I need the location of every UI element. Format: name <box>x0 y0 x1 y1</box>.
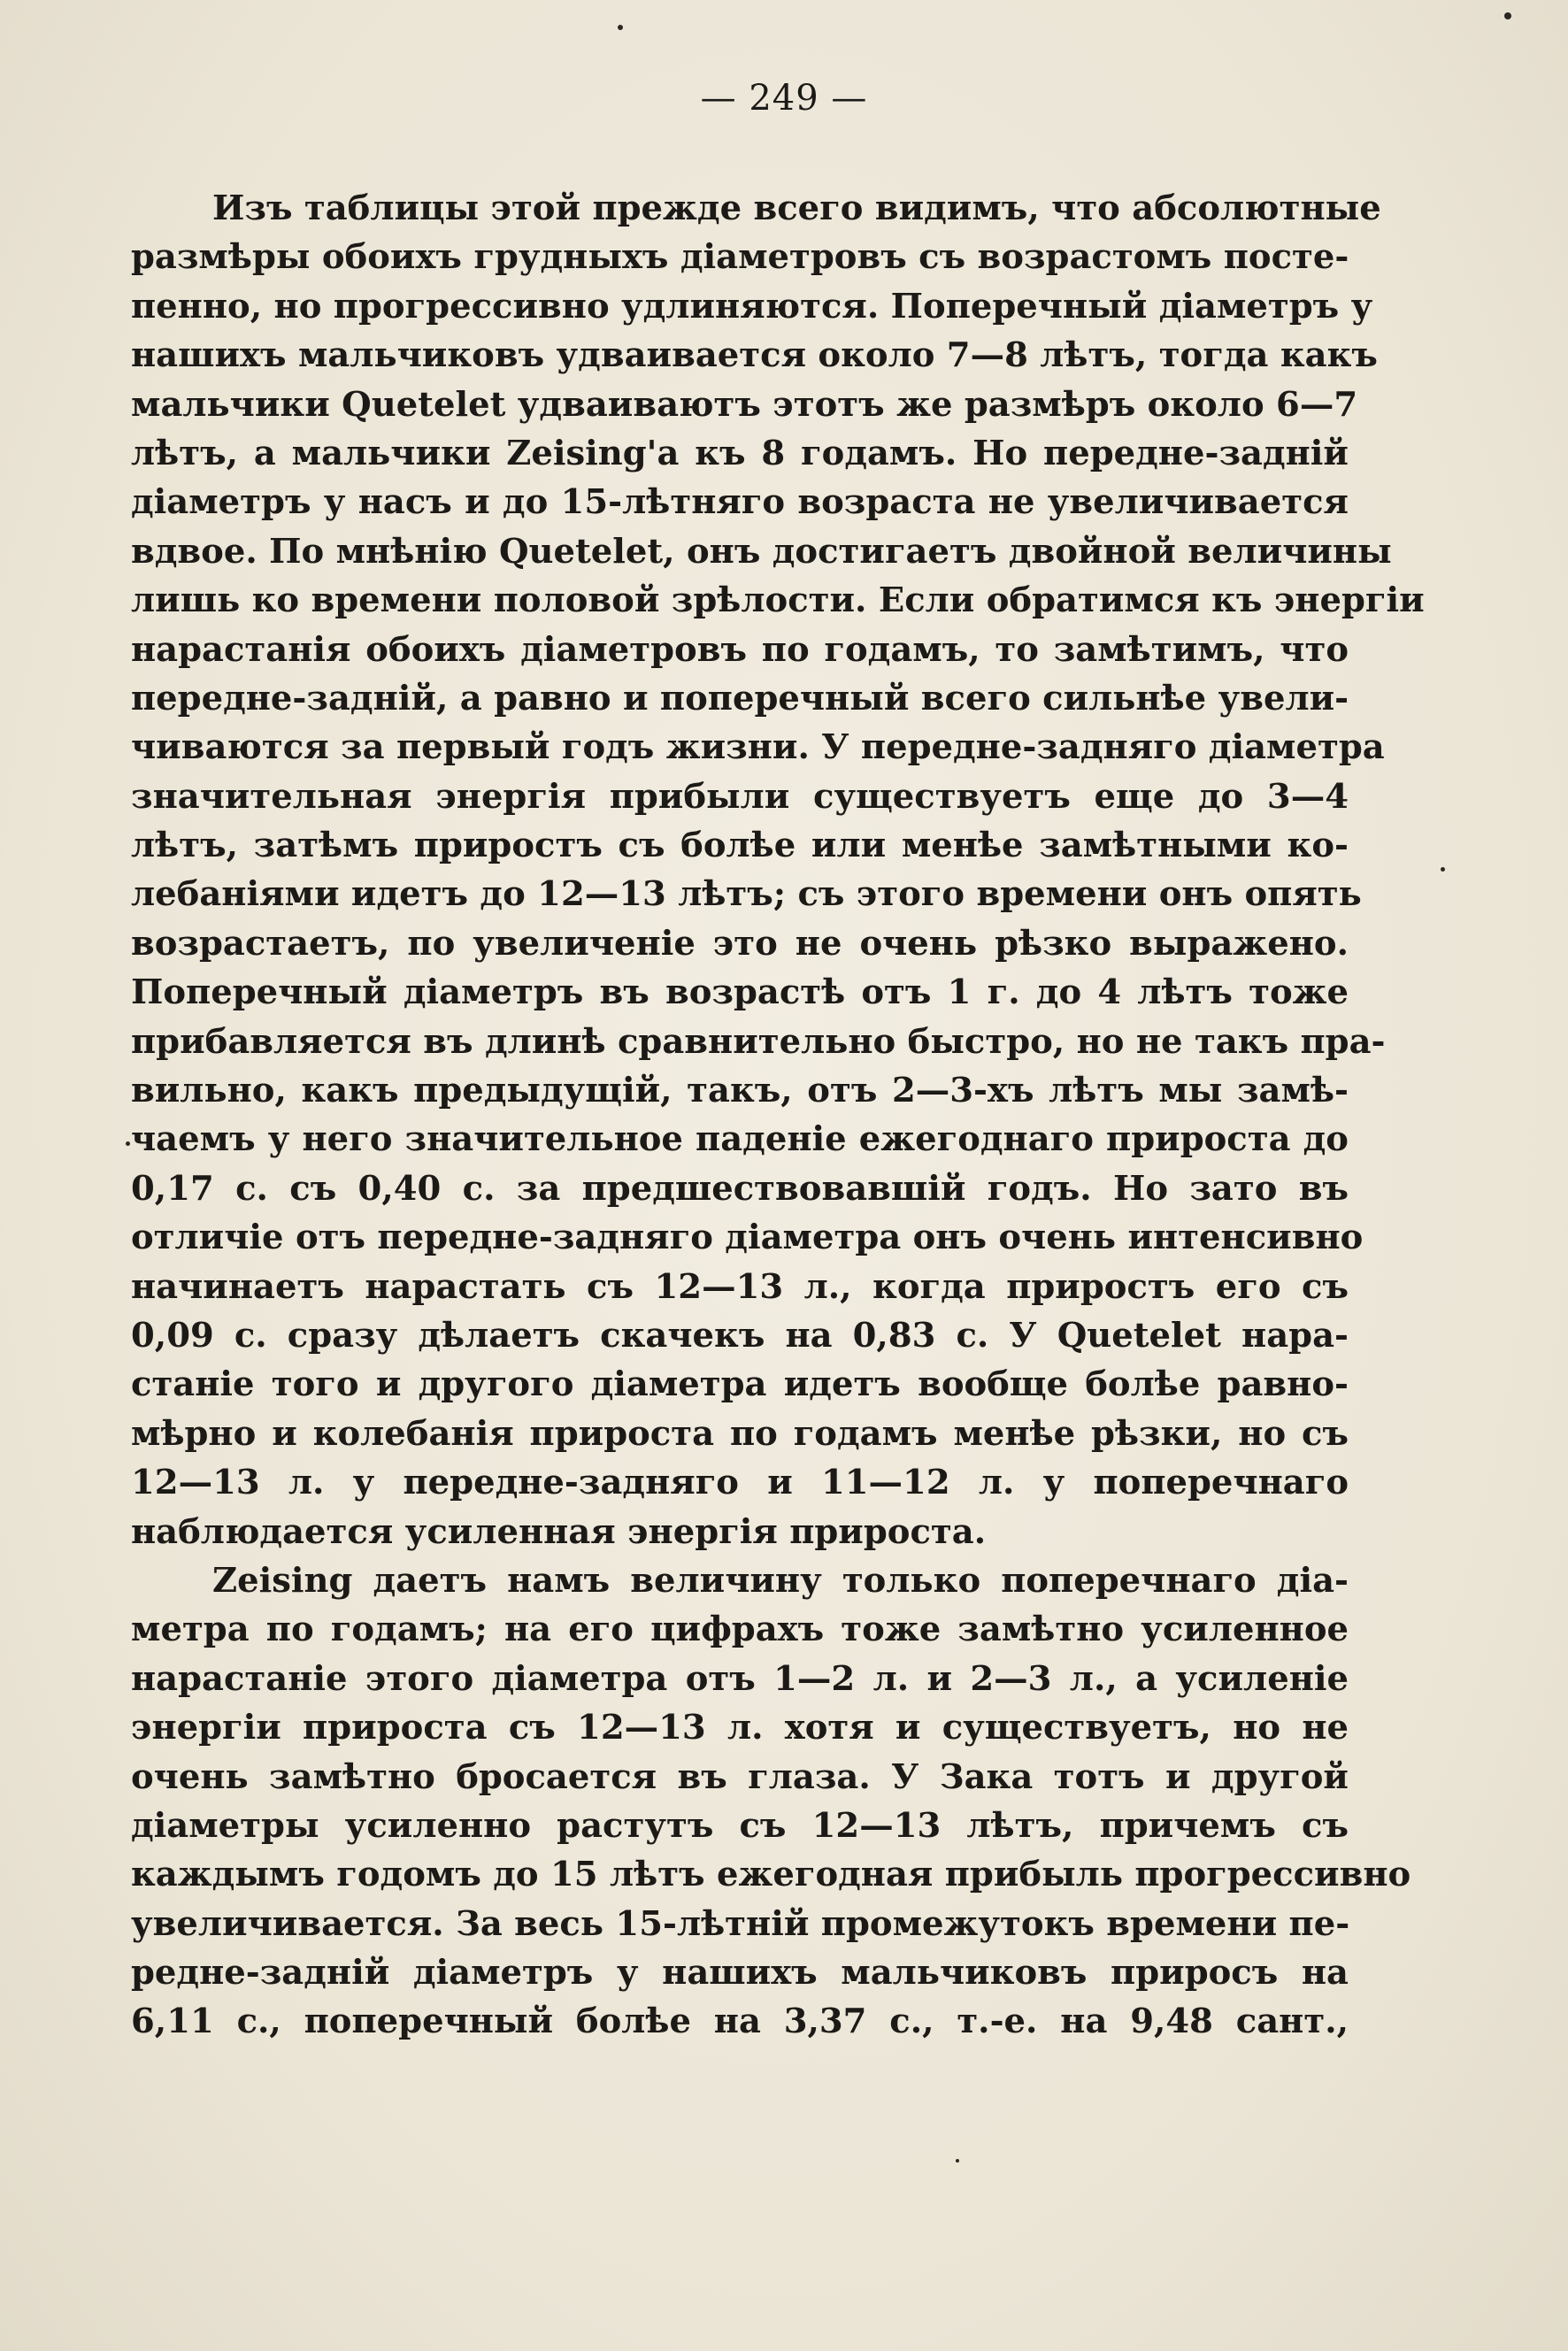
text-line: редне-задній діаметръ у нашихъ мальчиковъ приросъ на <box>131 1953 1349 1994</box>
page-number: — 249 — <box>700 78 868 119</box>
text-line: увеличивается. За весь 15-лѣтній промежутокъ времени пе- <box>131 1903 1350 1944</box>
text-line: лебаніями идетъ до 12—13 лѣтъ; съ этого времени онъ опять <box>131 874 1362 915</box>
print-speck <box>956 2159 959 2163</box>
text-line: очень замѣтно бросается въ глаза. У Зака тотъ и другой <box>131 1756 1349 1797</box>
text-line: прибавляется въ длинѣ сравнительно быстро, но не такъ пра- <box>131 1021 1386 1062</box>
text-line: мальчики Quetelet удваиваютъ этотъ же размѣръ около 6—7 <box>131 384 1358 425</box>
text-line: нарастанія обоихъ діаметровъ по годамъ, то замѣтимъ, что <box>131 629 1349 670</box>
text-line: каждымъ годомъ до 15 лѣтъ ежегодная прибыль прогрессивно <box>131 1855 1411 1895</box>
print-speck <box>1441 867 1445 872</box>
text-line: Zeising даетъ намъ величину только поперечнаго діа- <box>212 1560 1349 1601</box>
text-line: Изъ таблицы этой прежде всего видимъ, что абсолютные <box>212 188 1381 228</box>
text-line: энергіи прироста съ 12—13 л. хотя и существуетъ, но не <box>131 1708 1349 1748</box>
print-speck <box>618 25 623 30</box>
text-line: 0,17 с. съ 0,40 с. за предшествовавшій годъ. Но зато въ <box>131 1168 1349 1209</box>
text-line: лишь ко времени половой зрѣлости. Если обратимся къ энергіи <box>131 580 1425 621</box>
text-line: діаметръ у насъ и до 15-лѣтняго возраста не увеличивается <box>131 482 1349 523</box>
text-line: 6,11 с., поперечный болѣе на 3,37 с., т.-е. на 9,48 сант., <box>131 2001 1349 2042</box>
text-line: станіе того и другого діаметра идетъ вообще болѣе равно- <box>131 1364 1349 1405</box>
text-line: начинаетъ нарастать съ 12—13 л., когда приростъ его съ <box>131 1266 1349 1307</box>
text-line: 12—13 л. у передне-задняго и 11—12 л. у поперечнаго <box>131 1463 1349 1503</box>
text-line: отличіе отъ передне-задняго діаметра онъ очень интенсивно <box>131 1218 1364 1258</box>
text-line: лѣтъ, затѣмъ приростъ съ болѣе или менѣе замѣтными ко- <box>131 826 1349 866</box>
text-line: вильно, какъ предыдущій, такъ, отъ 2—3-хъ лѣтъ мы замѣ- <box>131 1071 1349 1111</box>
text-line: метра по годамъ; на его цифрахъ тоже замѣтно усиленное <box>131 1610 1349 1650</box>
text-line: вдвое. По мнѣнію Quetelet, онъ достигаетъ двойной величины <box>131 531 1392 572</box>
text-line: наблюдается усиленная энергія прироста. <box>131 1511 987 1552</box>
text-line: 0,09 с. сразу дѣлаетъ скачекъ на 0,83 с. У Quetelet нара- <box>131 1315 1349 1356</box>
text-line: размѣры обоихъ грудныхъ діаметровъ съ возрастомъ посте- <box>131 237 1349 278</box>
text-line: пенно, но прогрессивно удлиняются. Поперечный діаметръ у <box>131 286 1373 327</box>
text-line: нарастаніе этого діаметра отъ 1—2 л. и 2—3 л., а усиленіе <box>131 1658 1349 1699</box>
text-line: Поперечный діаметръ въ возрастѣ отъ 1 г. до 4 лѣтъ тоже <box>131 972 1349 1013</box>
text-line: діаметры усиленно растутъ съ 12—13 лѣтъ, причемъ съ <box>131 1805 1349 1846</box>
text-line: чиваются за первый годъ жизни. У передне-задняго діаметра <box>131 727 1385 768</box>
text-line: нашихъ мальчиковъ удваивается около 7—8 лѣтъ, тогда какъ <box>131 335 1378 376</box>
text-line: значительная энергія прибыли существуетъ еще до 3—4 <box>131 776 1349 817</box>
text-line: чаемъ у него значительное паденіе ежегоднаго прироста до <box>131 1119 1349 1160</box>
text-line: мѣрно и колебанія прироста по годамъ менѣе рѣзки, но съ <box>131 1413 1349 1454</box>
text-line: передне-задній, а равно и поперечный всего сильнѣе увели- <box>131 678 1349 718</box>
text-line: лѣтъ, а мальчики Zeising'а къ 8 годамъ. Но передне-задній <box>131 433 1349 473</box>
print-speck <box>1504 12 1511 19</box>
body-text <box>131 184 1425 2047</box>
text-line: возрастаетъ, по увеличеніе это не очень рѣзко выражено. <box>131 923 1349 964</box>
print-speck <box>126 1141 130 1146</box>
